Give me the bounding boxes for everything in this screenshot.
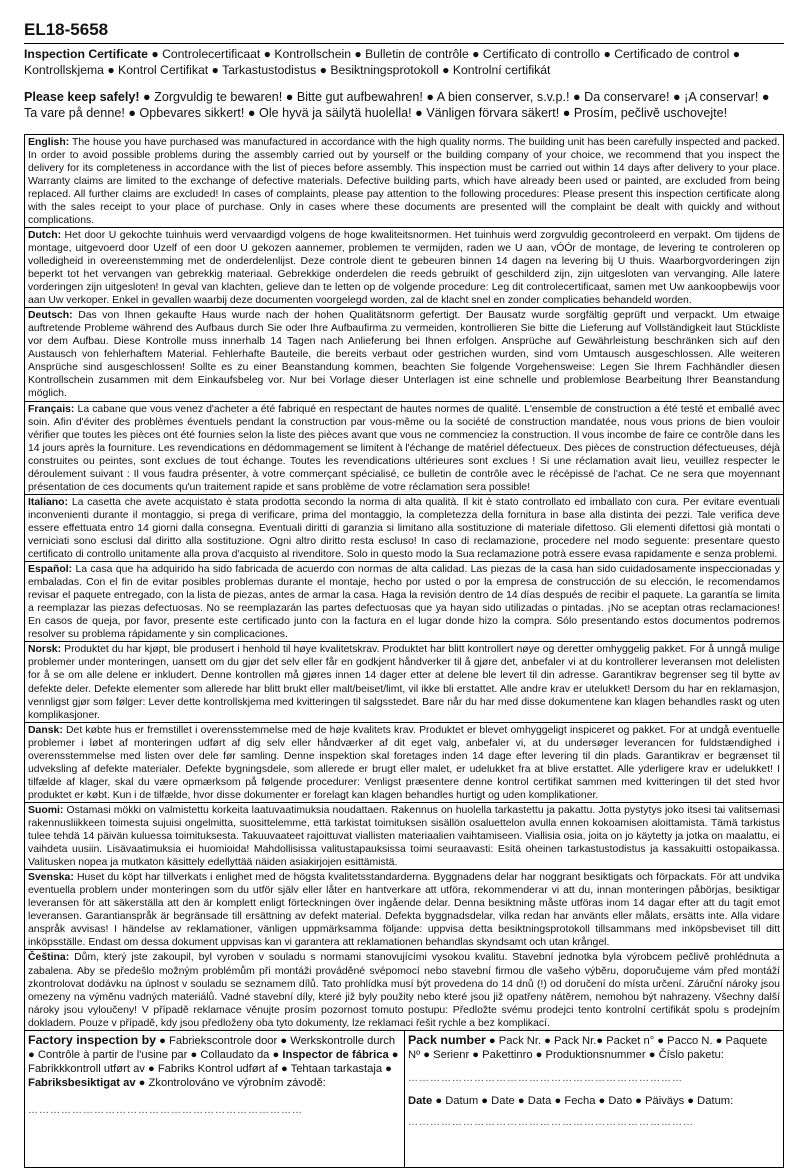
section-norsk (25, 641, 783, 721)
product-code: EL18-5658 (24, 20, 109, 39)
section-text: La casetta che avete acquistato è stata prodotta secondo la norma di alta qualità. Il kit è stato controllato ed imballato con cura. Per evitare eventuali inconvenienti durante il montaggio, si prega di verificare, prima del montaggio, la completezza della fornitura in base alla distinta dei pezzi. Tale verifica deve essere effettuata entro 14 giorni dalla consegna. Eventuali diritti di garanzia si limitano alla sostituzione di materiale difettoso. Gli elementi difettosi già montati o verniciati sono esclusi dal diritto alla sostituzione. Ogni altro diritto resta escluso! In caso di reclamazione, procedere nel modo seguente: presentare questo certificato di controllo unitamente alla prova d'acquisto al rivenditore. Solo in questo modo la Sua reclamazione potrà essere evasa rapidamente e senza problemi. (28, 496, 780, 561)
date-field[interactable]: …………………………………………………………………… (408, 1116, 694, 1128)
keep-safe-translations: ● Zorgvuldig te bewaren! ● Bitte gut aufbewahren! ● A bien conserver, s.v.p.! ● Da conservare! ● ¡A conservar! ● Ta vare på denne! ● Opbevares sikkert! ● Ole hyvä ja säilytä huolella! ● Vänligen förvara säkert! ● Prosím, pečlivě uschovejte! (24, 90, 770, 120)
section-text: Das von Ihnen gekaufte Haus wurde nach der hohen Qualitätsnorm gefertigt. Der Bausatz wurde sorgfältig geprüft und verpackt. Um etwaige auftretende Probleme während des Aufbaus durch Sie oder Ihre Aufbaufirma zu vermeiden, kontrollieren Sie bitte die Lieferung auf Vollständigkeit laut Stückliste vor dem Aufbau. Diese Kontrolle muss innerhalb 14 Tagen nach Anlieferung bei Ihnen erfolgen. Ansprüche auf Gewährleistung beschränken sich auf den Austausch von fehlerhaftem Material. Fehlerhafte Bauteile, die bereits verbaut oder gestrichen wurden, sind vom Umtausch ausgeschlossen. Alle weiteren Ansprüche sind ausgeschlossen! Sollte es zu einer Beanstandung kommen, beachten Sie folgende Vorgehensweise: Legen Sie Ihrem Fachhändler diesen Kontrollschein zusammen mit dem Einkaufsbeleg vor. Nur bei Vorlage dieser Unterlagen ist eine schnelle und problemlose Bearbeitung Ihrer Beanstandung möglich. (28, 310, 780, 400)
section-text: The house you have purchased was manufactured in accordance with the high quality norms. The building unit has been carefully inspected and packed. In order to avoid possible problems during the assembly carried out by yourself or the building company of your choice, we recommend that you inspect the delivery for its completeness in accordance with the list of pieces before assembly. This inspection must be carried out within 14 days after delivery to your place. Warranty claims are limited to the exchange of defective materials. Defective building parts, which have already been used or painted, are excluded from being replaced. All further claims are excluded! In cases of complaints, please pay attention to the following procedures: Please present this inspection certificate along with the sales receipt to your place of purchase. Only in cases where these documents are presented will the complaint be dealt with quickly and without complications. (28, 136, 780, 226)
section-francais (25, 401, 783, 494)
certificate-title-translations-2: ● Kontrolní certifikát (438, 63, 551, 77)
section-label: Dansk: (28, 724, 63, 736)
section-label: Čeština: (28, 952, 70, 964)
factory-inspection-translations-2: ● Fabrikkkontroll utført av ● Fabriks Kontrol udført af ● Tehtaan tarkastaja ● (28, 1048, 399, 1075)
factory-inspection-signature-line[interactable]: ………………………………………………………………… (28, 1104, 303, 1116)
pack-number-label: Pack number (408, 1032, 486, 1047)
keep-safe-en: Please keep safely! (24, 90, 140, 104)
section-suomi (25, 802, 783, 869)
section-dutch (25, 227, 783, 307)
section-label: Italiano: (28, 496, 69, 508)
certificate-title-bold-2: Tarkastustodistus ● Besiktningsprotokoll (222, 63, 439, 77)
section-svenska (25, 869, 783, 949)
section-label: Français: (28, 403, 75, 415)
section-text: Produktet du har kjøpt, ble produsert i henhold til høye kvalitetskrav. Produktet har blitt kontrollert nøye og deretter omhyggelig pakket. For å unngå mulige problemer under monteringen, uansett om du gjør det selv eller får en godkjent håndverker til å gjøre det, anbefaler vi at du kontrollerer leveransen mot delelisten for å se om alle delene er inkludert. Denne kontrollen må gjøres innen 14 dager etter at delene ble levert til din adresse. Garantikrav begrenser seg til bytte av defekte deler. Defekte elementer som allerede har blitt brukt eller malt/beiset/limt, vil ikke bli erstattet. Alle andre krav er utelukket! Dersom du har en reklamasjon, vennligst gjør som følger: Lever dette kontrollskjema med kvitteringen til salgsstedet. Bare når du har med disse dokumentene kan klagen behandles raskt og uten komplikasjoner. (28, 644, 780, 721)
pack-number-translations: ● Pack Nr. ● Pack Nr.● Packet n° ● Pacco N. ● Paquete Nº ● Serienr ● Pakettinro ● Produktionsnummer ● Číslo paketu: (408, 1034, 768, 1061)
section-italiano (25, 494, 783, 561)
section-label: Dutch: (28, 229, 62, 241)
section-text: Ostamasi mökki on valmistettu korkeita laatuvaatimuksia noudattaen. Rakennus on huolella tarkastettu ja pakattu. Jotta pystytys joko itsesi tai valitsemasi rakennusliikkeen toimesta sujuisi ongelmitta, suosittelemme, että tarkistat toimituksen sisällön osaluettelon avulla ennen kokoamisen aloittamista. Tämä tarkistus tulee tehdä 14 päivän kuluessa toimituksesta. Takuuvaateet rajoittuvat viallisten materiaalien vaihtamiseen. Viallisia osia, joita on jo käytetty ja jotka on maalattu, ei vaihdeta uusiin. Lisävaatimuksia ei huomioida! Mahdollisissa valitustapauksissa toimi seuraavasti: Esitä oheinen tarkastustodistus ja kassakuitti ostopaikassa. Valitusken nopea ja mutkaton käsittely edellyttää näiden asiakirjojen esittämistä. (28, 804, 780, 869)
date-line (408, 1094, 780, 1108)
section-text: Het door U gekochte tuinhuis werd vervaardigd volgens de hoge kwaliteitsnormen. Het tuinhuis werd zorgvuldig gecontroleerd en verpakt. Om tijdens de montage, uitgevoerd door Uzelf of een door U gekozen aannemer, problemen te vermijden, raden we U aan, vÓÓr de montage, de levering te controleren op volledigheid in overeenstemming met de onderdelenlijst. Deze controle dient te gebeuren binnen 14 dagen na levering bij U thuis. Waarborgvorderingen zijn beperkt tot het vervangen van gebrekkig materiaal. Gebrekkige onderdelen die reeds gebruikt of geschilderd zijn, zijn uitgesloten van vervanging. Alle latere vorderingen zijn uitgesloten! In geval van klachten, gelieve dan te letten op de volgende procedure: Leg dit controlecertificaat, samen met Uw aankoopbewijs voor aan Uw verkoper. Enkel in gevallen waarbij deze documenten voorgelegd worden, zal de klacht snel en zonder complicaties behandeld worden. (28, 229, 780, 307)
section-espanol (25, 561, 783, 641)
section-english (25, 135, 783, 227)
factory-inspection-translations-1: ● Fabriekscontrole door ● Werkskontrolle durch ● Contrôle à partir de l'usine par ● Collaudato da ● (28, 1034, 396, 1061)
pack-number-field[interactable]: ………………………………………………………………… (408, 1072, 683, 1084)
section-cestina (25, 949, 783, 1029)
certificate-title-translations: ● Controlecertificaat ● Kontrollschein ● Bulletin de contrôle ● Certificato di controllo ● Certificado de control ● Kontrollskjema ● Kontrol Certifikat ● (24, 47, 741, 77)
factory-inspection-bold-3: Fabriksbesiktigat av (28, 1076, 136, 1089)
section-label: Norsk: (28, 644, 62, 656)
signature-area (24, 1031, 784, 1168)
section-text: La casa que ha adquirido ha sido fabricada de acuerdo con normas de alta calidad. Las piezas de la casa han sido cuidadosamente inspeccionadas y embaladas. Con el fin de evitar posibles problemas durante el montaje, hecho por usted o por la empresa de construcción de su elección, le recomendamos revisar el paquete entregado, con la lista de piezas, antes de armar la casa. Haga la revisión dentro de 14 días después de recibir el paquete. La garantía se limita a reemplazar las piezas defectuosas. No se reemplazarán las partes defectuosas que ya hayan sido utilizadas o pintadas. ¡No se aceptan otras reclamaciones! En casos de queja, por favor, presente este certificado junto con la factura en el lugar donde hizo la compra. Sólo presentando estos documentos podremos resolver su problema rápidamente y sin complicaciones. (28, 564, 780, 641)
inspection-certificate-page (24, 20, 784, 1168)
section-label: Svenska: (28, 872, 74, 884)
section-label: English: (28, 136, 70, 148)
date-translations: ● Datum ● Date ● Data ● Fecha ● Dato ● Päiväys ● Datum: (432, 1094, 734, 1107)
keep-safe-line (24, 89, 784, 121)
certificate-title-en: Inspection Certificate (24, 47, 148, 61)
section-label: Suomi: (28, 804, 64, 816)
pack-date-box (405, 1031, 783, 1167)
factory-inspection-label: Factory inspection by (28, 1032, 157, 1047)
section-deutsch (25, 307, 783, 400)
factory-inspection-bold-2: Inspector de fábrica (282, 1048, 389, 1061)
section-text: La cabane que vous venez d'acheter a été fabriqué en respectant de hautes normes de qualité. L'ensemble de construction a été testé et emballé avec soin. Afin d'éviter des problèmes éventuels pendant la construction par vous-même ou la société de construction mandatée, nous vous prions de bien vouloir vérifier que toutes les pièces ont été fournies selon la liste des pièces avant que vous ne commenciez la construction. Il vous incombe de faire ce contrôle dans les 14 jours après la fourniture. Les revendications en dédommagement se limitent à l'échange de matériel défectueux. Des pièces de construction défectueuses, déjà construites ou peintes, sont exclues de tout échange. Toutes les revendications ultérieures sont exclues ! Si une réclamation avait lieu, veuillez respecter le déroulement suivant : Il vous faudra présenter, à votre commerçant spécialisé, ce bulletin de contrôle avec le récépissé de l'achat. Ce ne sera que moyennant présentation de ces documents qu'un traitement rapide et sans problème de votre réclamation sera possible! (28, 403, 780, 493)
section-label: Español: (28, 564, 73, 576)
language-sections (24, 134, 784, 1031)
date-label: Date (408, 1094, 433, 1107)
factory-inspection-translations-3: ● Zkontrolováno ve výrobním závodě: (135, 1076, 326, 1089)
header-rule (24, 43, 784, 44)
section-text: Det købte hus er fremstillet i overensstemmelse med de høje kvalitets krav. Produktet er blevet omhyggeligt inspiceret og pakket. For at undgå eventuelle problemer i løbet af monteringen udført af dig selv eller håndværker af dit eget valg, anbefaler vi, at du undersøger leverancen for fuldstændighed i overensstemmelse med listen over dele før samling. Denne inspektion skal foretages inden 14 dage efter levering til din plads. Garantikrav er begrænset til udveksling af defekte materialer. Defekte bygningsdele, som allerede er brugt eller malet, er udelukket fra at blive erstattet. Alle yderligere krav er udelukket! I tilfælde af klager, skal du være opmærksom på følgende procedurer: Venligst præsentere denne kontrol certifikat sammen med kvitteringen til det sted hvor produktet er købt. Kun i de tilfælde, hvor disse dokumenter er forelagt kan klagen behandles hurtigt og uden komplikationer. (28, 724, 780, 801)
factory-inspection-box (25, 1031, 405, 1167)
certificate-title-line (24, 46, 784, 78)
section-text: Dům, který jste zakoupil, byl vyroben v souladu s normami stanovujícími vysokou kvalitu. Stavební jednotka byla výrobcem pečlivě prohlédnuta a zabalena. Aby se předešlo možným problémům při montáži prováděné svépomocí nebo stavební firmou dle vašeho výběru, doporučujeme vám před montáží zkontrolovat dodávku na úplnost v souladu se seznamem dílů. Tato prohlídka musí být provedena do 14 dnů (!) od doručení do místa určení. Záruční nároky jsou omezeny na výměnu vadných materiálů. Vadné stavební díly, které již byly použity nebo které jsou již opatřeny nátěrem, nemohou být nahrazeny. Všechny další nároky jsou vyloučeny! V případě reklamace věnujte prosím pozornost tomuto postupu: Předložte svému prodejci tento kontrolní certifikát spolu s prodejním dokladem. Pouze v případě, kdy jsou předloženy oba tyto dokumenty, lze reklamaci řešit rychle a bez komplikací. (28, 952, 780, 1029)
section-label: Deutsch: (28, 310, 73, 322)
section-text: Huset du köpt har tillverkats i enlighet med de högsta kvalitetsstandarderna. Byggnadens delar har noggrant besiktigats och förpackats. För att undvika eventuella problem under monteringen som du utför själv eller låter en hantverkare att utföra, rekommenderar vi att du, innan monteringen påbörjas, besiktigar leveransen för att säkerställa att den är komplett enligt förteckningen över ingående delar. Denna besiktning måste utföras inom 14 dagar efter att du tagit emot leveransen. Garantianspråk är begränsade till ersättning av defekt material. Defekta byggnadsdelar, vilka redan har använts eller målats, ersätts inte. Alla vidare anspråk avvisas! I händelse av reklamationer, vänligen uppmärksamma följande: uppvisa detta besiktningsprotokoll tillsammans med inköpsbeviset till ditt inköpsställe. Endast om dessa dokument uppvisas kan vi garantera att reklamationen behandlas skyndsamt och utan krångel. (28, 872, 780, 949)
section-dansk (25, 722, 783, 802)
